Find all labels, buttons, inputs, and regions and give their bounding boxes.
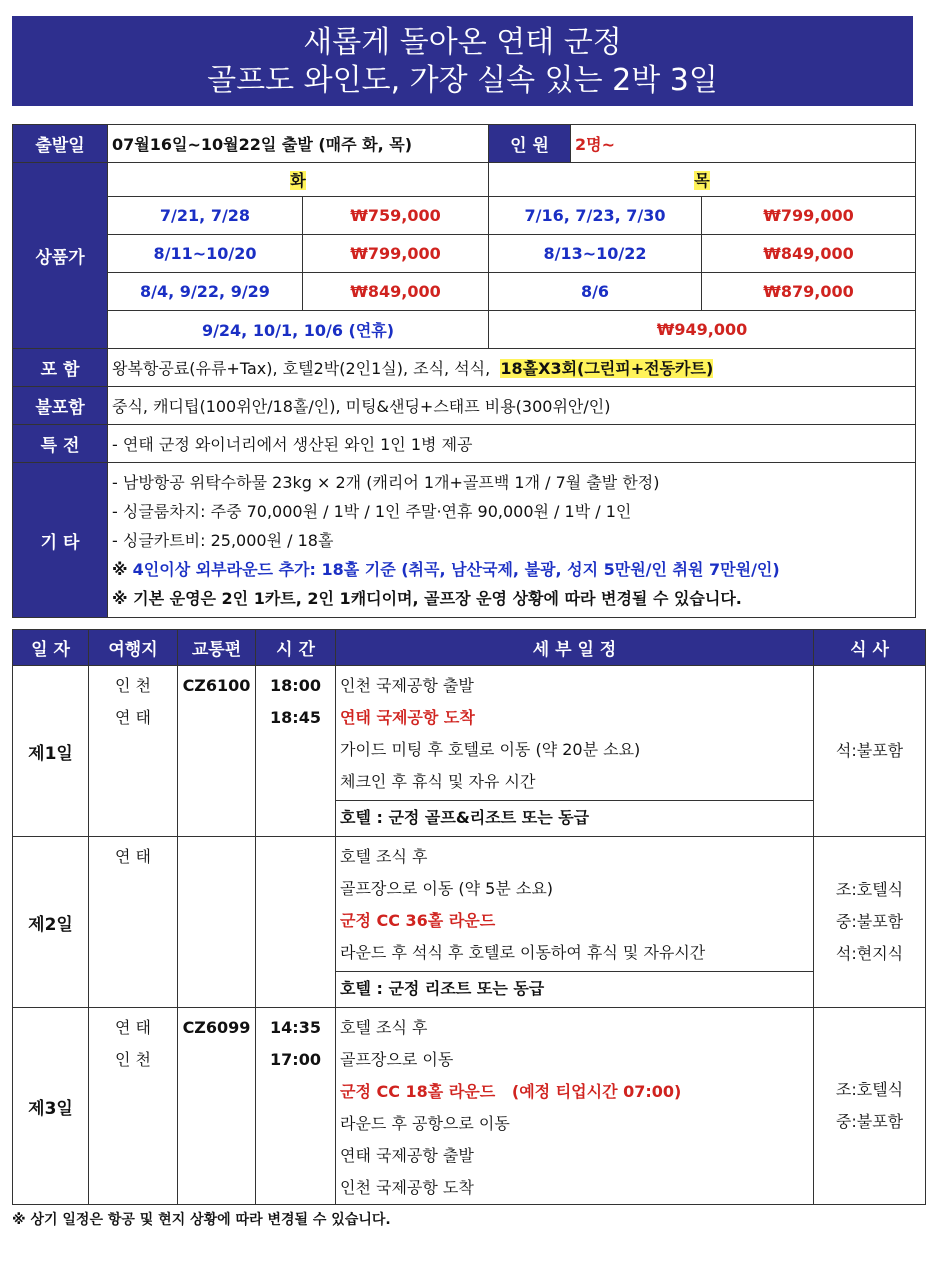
holiday-dates: 9/24, 10/1, 10/6 (연휴) [108,311,489,349]
price-row-thu-price: ₩799,000 [702,197,916,235]
price-row-tue-price: ₩759,000 [303,197,489,235]
exclude-text: 중식, 캐디팁(100위안/18홀/인), 미팅&샌딩+스태프 비용(300위안/인) [108,387,916,425]
price-label: 상품가 [13,163,108,349]
day-label: 제3일 [13,1008,89,1205]
thursday-header: 목 [489,163,916,197]
departure-label: 출발일 [13,125,108,163]
misc-line: - 싱글룸차지: 주중 70,000원 / 1박 / 1인 주말·연휴 90,000원 / 1박 / 1인 [112,501,632,521]
price-row-thu-price: ₩879,000 [702,273,916,311]
header-day: 일 자 [13,630,89,666]
banner-subtitle: 골프도 와인도, 가장 실속 있는 2박 3일 [207,63,718,98]
flight-number: CZ6100 [178,666,256,837]
people-label: 인 원 [489,125,571,163]
header-detail: 세 부 일 정 [336,630,814,666]
hotel-info: 호텔 : 군정 골프&리조트 또는 동급 [336,800,813,835]
title-banner [12,16,913,106]
day-label: 제1일 [13,666,89,837]
meal-info: 석:불포함 [814,666,926,837]
misc-line: - 싱글카트비: 25,000원 / 18홀 [112,530,334,550]
price-row-thu-dates: 7/16, 7/23, 7/30 [489,197,702,235]
day-places: 연 태 인 천 [89,1008,178,1205]
misc-line: ※ 기본 운영은 2인 1카트, 2인 1캐디이며, 골프장 운영 상황에 따라 변경될 수 있습니다. [112,588,742,608]
banner-title: 새롭게 돌아온 연태 군정 [303,25,622,60]
day-details: 호텔 조식 후 골프장으로 이동 군정 CC 18홀 라운드 (예정 티업시간 07:00) 라운드 후 공항으로 이동 연태 국제공항 출발 인천 국제공항 도착 [336,1008,814,1205]
misc-line-extra-round: ※ 4인이상 외부라운드 추가: 18홀 기준 (취곡, 남산국제, 불광, 성지 5만원/인 취원 7만원/인) [112,559,780,579]
flight-number-empty [178,837,256,1008]
price-row-tue-dates: 8/11~10/20 [108,235,303,273]
flight-number: CZ6099 [178,1008,256,1205]
price-row-thu-dates: 8/6 [489,273,702,311]
holiday-price: ₩949,000 [489,311,916,349]
day-places: 연 태 [89,837,178,1008]
footnote: ※ 상기 일정은 항공 및 현지 상황에 따라 변경될 수 있습니다. [12,1212,391,1228]
flight-times: 18:00 18:45 [256,666,336,837]
misc-line: - 남방항공 위탁수하물 23kg × 2개 (캐리어 1개+골프백 1개 / 7월 출발 한정) [112,472,660,492]
exclude-label: 불포함 [13,387,108,425]
price-row-tue-dates: 8/4, 9/22, 9/29 [108,273,303,311]
price-row-tue-price: ₩849,000 [303,273,489,311]
departure-value: 07월16일~10월22일 출발 (매주 화, 목) [108,125,489,163]
misc-notes [108,463,916,618]
meal-info: 조:호텔식 중:불포함 [814,1008,926,1205]
tuesday-header: 화 [108,163,489,197]
flight-times-empty [256,837,336,1008]
header-place: 여행지 [89,630,178,666]
price-row-thu-dates: 8/13~10/22 [489,235,702,273]
header-meal: 식 사 [814,630,926,666]
day-details: 호텔 조식 후 골프장으로 이동 (약 5분 소요) 군정 CC 36홀 라운드 라운드 후 석식 후 호텔로 이동하여 휴식 및 자유시간 호텔 : 군정 리조트 또는 동급 [336,837,814,1008]
include-text: 왕복항공료(유류+Tax), 호텔2박(2인1실), 조식, 석식, [112,359,491,378]
price-row-tue-dates: 7/21, 7/28 [108,197,303,235]
misc-label: 기 타 [13,463,108,618]
header-time: 시 간 [256,630,336,666]
special-label: 특 전 [13,425,108,463]
day-details: 인천 국제공항 출발 연태 국제공항 도착 가이드 미팅 후 호텔로 이동 (약 20분 소요) 체크인 후 휴식 및 자유 시간 호텔 : 군정 골프&리조트 또는 동급 [336,666,814,837]
special-text: - 연태 군정 와이너리에서 생산된 와인 1인 1병 제공 [108,425,916,463]
meal-info: 조:호텔식 중:불포함 석:현지식 [814,837,926,1008]
header-transport: 교통편 [178,630,256,666]
price-row-tue-price: ₩799,000 [303,235,489,273]
include-highlight: 18홀X3회(그린피+전동카트) [500,359,714,378]
day-places: 인 천 연 태 [89,666,178,837]
include-cell [108,349,916,387]
include-label: 포 함 [13,349,108,387]
price-row-thu-price: ₩849,000 [702,235,916,273]
product-info-table [12,124,916,618]
people-value: 2명~ [571,125,916,163]
flight-times: 14:35 17:00 [256,1008,336,1205]
itinerary-table [12,629,926,1205]
hotel-info: 호텔 : 군정 리조트 또는 동급 [336,971,813,1006]
day-label: 제2일 [13,837,89,1008]
